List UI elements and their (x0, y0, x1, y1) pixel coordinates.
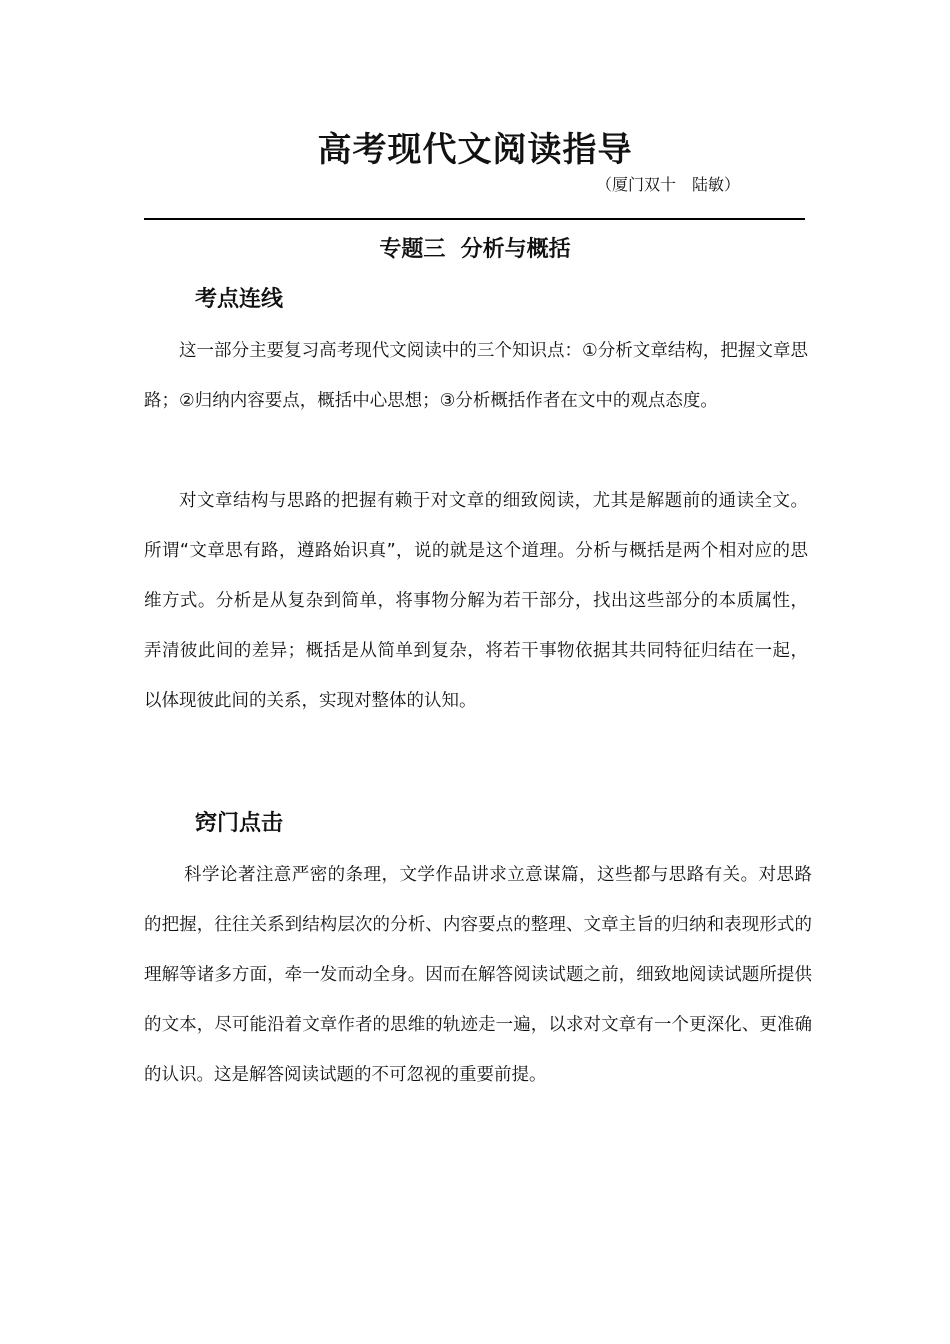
body-paragraph: 科学论著注意严密的条理，文学作品讲求立意谋篇，这些都与思路有关。对思路的把握，往往关系到结构层次的分析、内容要点的整理、文章主旨的归纳和表现形式的理解等诸多方面，牵一发而动全身。因而在解答阅读试题之前，细致地阅读试题所提供的文本，尽可能沿着文章作者的思维的轨迹走一遍，以求对文章有一个更深化、更准确的认识。这是解答阅读试题的不可忽视的重要前提。 (144, 865, 812, 1085)
body-paragraph: 对文章结构与思路的把握有赖于对文章的细致阅读，尤其是解题前的通读全文。所谓“文章思有路，遵路始识真”，说的就是这个道理。分析与概括是两个相对应的思维方式。分析是从复杂到简单，将事物分解为若干部分，找出这些部分的本质属性，弄清彼此间的差异；概括是从简单到复杂，将若干事物依据其共同特征归结在一起，以体现彼此间的关系，实现对整体的认知。 (144, 491, 808, 711)
topic-subtitle: 专题三 分析与概括 (379, 237, 571, 262)
author-line: （厦门双十 陆敏） (596, 175, 741, 194)
section-heading-exam-points: 考点连线 (195, 287, 284, 312)
section-heading-tips: 窍门点击 (195, 811, 284, 836)
page-title: 高考现代文阅读指导 (317, 130, 633, 170)
body-paragraph: 这一部分主要复习高考现代文阅读中的三个知识点：①分析文章结构，把握文章思路；②归纳内容要点，概括中心思想；③分析概括作者在文中的观点态度。 (144, 341, 808, 411)
title-divider (144, 218, 805, 220)
